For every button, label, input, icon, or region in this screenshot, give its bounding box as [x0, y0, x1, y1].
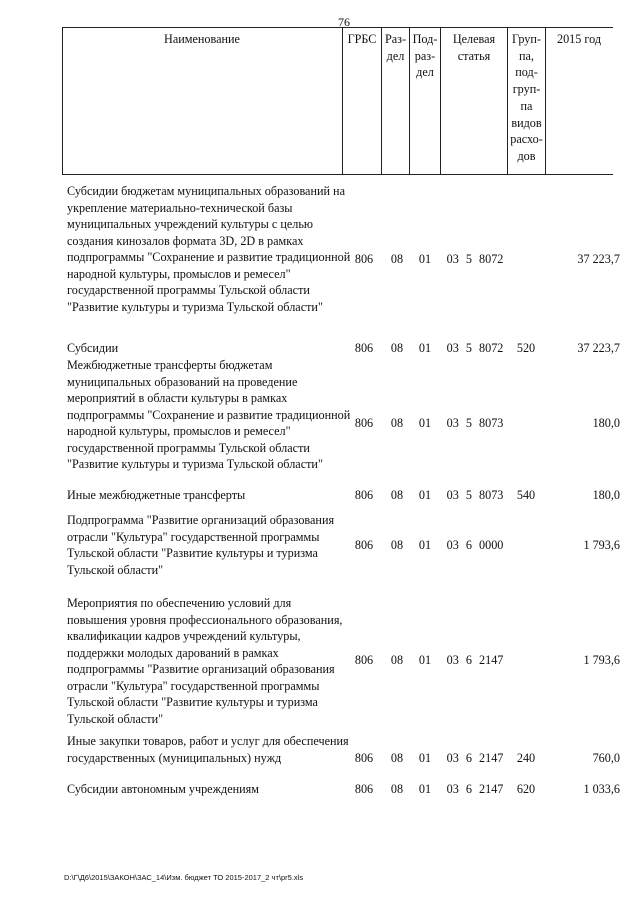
header-divider — [342, 27, 343, 175]
row-name: Межбюджетные трансферты бюджетам муниципальных образований на проведение мероприятий в области культуры в рамках подпрограммы "Сохранение и развитие традиционной народной культуры, промыслов и ремесел" государственной программы Тульской области "Развитие культуры и туризма Тульской области" — [67, 358, 351, 471]
row-grbs: 806 — [354, 416, 374, 430]
header-name: Наименование — [164, 32, 240, 46]
row-grbs: 806 — [354, 488, 374, 502]
row-target: 03 5 8072 — [446, 341, 504, 355]
row-target: 03 6 2147 — [446, 751, 504, 765]
header-divider — [545, 27, 546, 175]
row-name: Субсидии автономным учреждениям — [67, 782, 259, 796]
row-target: 03 6 0000 — [446, 538, 504, 552]
row-podrazdel: 01 — [418, 252, 432, 266]
header-podrazdel: Под- раз- дел — [412, 32, 438, 80]
row-grbs: 806 — [354, 782, 374, 796]
row-group: 520 — [516, 341, 536, 355]
row-razdel: 08 — [390, 751, 404, 765]
file-path-footer: D:\Г\Д6\2015\ЗАКОН\ЗАС_14\Изм. бюджет ТО 2015-2017_2 чт\pr5.xls — [64, 873, 304, 882]
row-value: 1 793,6 — [583, 538, 620, 552]
row-razdel: 08 — [390, 252, 404, 266]
row-podrazdel: 01 — [418, 341, 432, 355]
row-target: 03 5 8073 — [446, 488, 504, 502]
header-group: Груп- па, под- груп- па видов расхо- дов — [510, 32, 543, 163]
row-value: 180,0 — [592, 416, 620, 430]
row-name: Иные закупки товаров, работ и услуг для обеспечения государственных (муниципальных) нужд — [67, 734, 349, 765]
row-value: 760,0 — [592, 751, 620, 765]
row-target: 03 6 2147 — [446, 653, 504, 667]
page-number: 76 — [338, 15, 350, 29]
row-podrazdel: 01 — [418, 751, 432, 765]
row-name: Иные межбюджетные трансферты — [67, 488, 246, 502]
row-razdel: 08 — [390, 416, 404, 430]
header-grbs: ГРБС — [347, 32, 377, 46]
row-value: 37 223,7 — [577, 341, 620, 355]
row-value: 180,0 — [592, 488, 620, 502]
row-name: Мероприятия по обеспечению условий для повышения уровня профессионального образования, квалификации кадров учреждений культуры, поддержки молодых дарований в рамках подпрограммы "Развитие организаций образования отрасли "Культура" государственной программы Тульской области "Развитие культуры и туризма Тульской области" — [67, 596, 343, 726]
row-podrazdel: 01 — [418, 653, 432, 667]
row-razdel: 08 — [390, 538, 404, 552]
row-value: 37 223,7 — [577, 252, 620, 266]
row-grbs: 806 — [354, 751, 374, 765]
row-value: 1 033,6 — [583, 782, 620, 796]
row-razdel: 08 — [390, 488, 404, 502]
header-year: 2015 год — [556, 32, 602, 46]
row-grbs: 806 — [354, 538, 374, 552]
row-group: 540 — [516, 488, 536, 502]
row-razdel: 08 — [390, 653, 404, 667]
row-razdel: 08 — [390, 782, 404, 796]
row-name: Подпрограмма "Развитие организаций образования отрасли "Культура" государственной программы Тульской области "Развитие культуры и туризма Тульской области" — [67, 513, 335, 577]
header-target: Целевая статья — [452, 32, 496, 63]
row-group: 240 — [516, 751, 536, 765]
header-divider — [440, 27, 441, 175]
header-razdel: Раз- дел — [384, 32, 407, 63]
row-target: 03 6 2147 — [446, 782, 504, 796]
row-grbs: 806 — [354, 341, 374, 355]
row-razdel: 08 — [390, 341, 404, 355]
row-podrazdel: 01 — [418, 416, 432, 430]
row-podrazdel: 01 — [418, 488, 432, 502]
row-podrazdel: 01 — [418, 538, 432, 552]
row-grbs: 806 — [354, 653, 374, 667]
row-group: 620 — [516, 782, 536, 796]
row-value: 1 793,6 — [583, 653, 620, 667]
row-name: Субсидии — [67, 341, 119, 355]
row-target: 03 5 8072 — [446, 252, 504, 266]
row-grbs: 806 — [354, 252, 374, 266]
row-name: Субсидии бюджетам муниципальных образований на укрепление материально-технической базы муниципальных учреждений культуры с целью создания кинозалов формата 3D, 2D в рамках подпрограммы "Сохранение и развитие традиционной народной культуры, промыслов и ремесел" государственной программы Тульской области "Развитие культуры и туризма Тульской области" — [67, 184, 351, 314]
row-target: 03 5 8073 — [446, 416, 504, 430]
row-podrazdel: 01 — [418, 782, 432, 796]
